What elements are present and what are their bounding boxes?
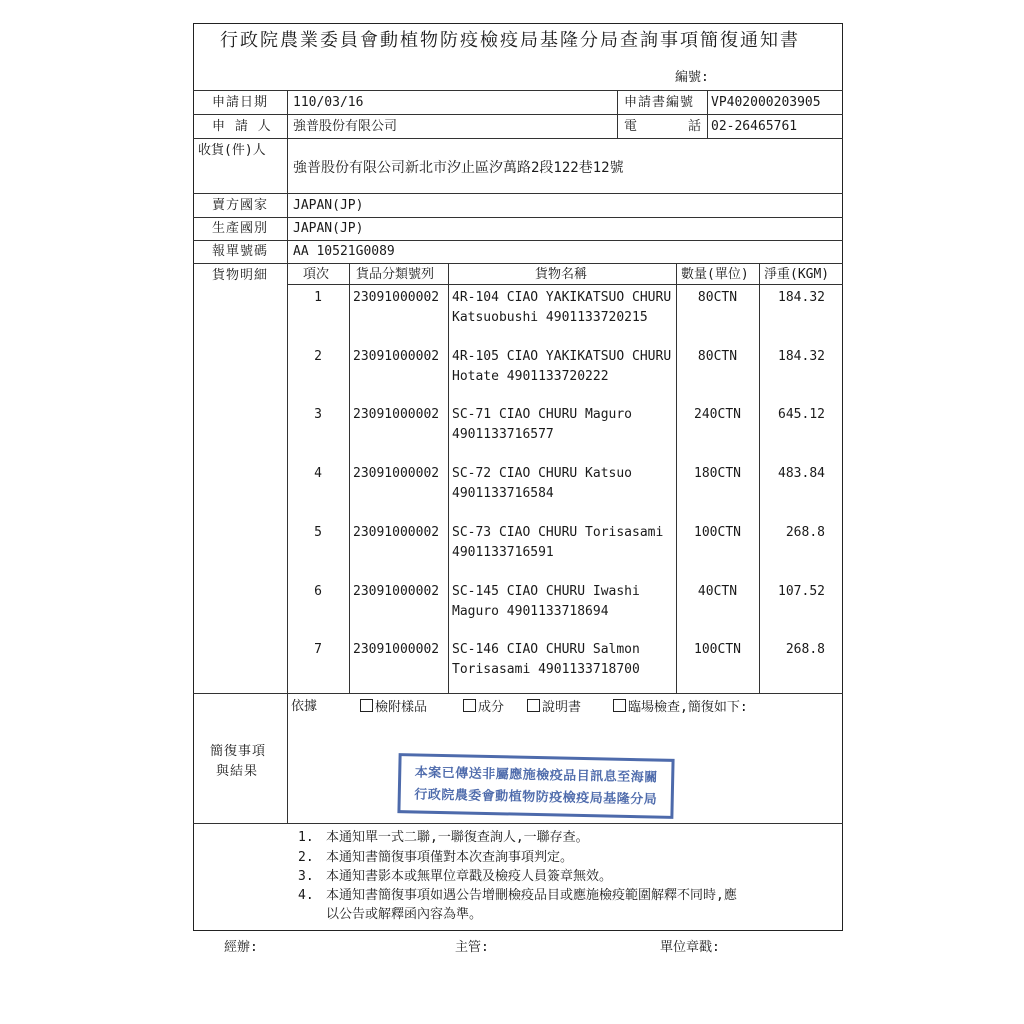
item-code: 23091000002 — [353, 584, 440, 599]
item-weight: 184.32 — [778, 349, 825, 364]
reply-label: 與結果 — [216, 764, 259, 779]
label-column-divider — [287, 90, 288, 693]
note-text: 本通知書影本或無單位章戳及檢疫人員簽章無效。 — [326, 869, 613, 884]
serial-label: 編號: — [675, 70, 709, 85]
checkbox-icon — [360, 699, 373, 712]
stamp-line: 行政院農委會動植物防疫檢疫局基隆分局 — [414, 787, 658, 808]
item-quantity: 80CTN — [697, 290, 738, 305]
item-quantity: 240CTN — [694, 407, 741, 422]
checkbox-icon — [527, 699, 540, 712]
option-sample-label: 檢附樣品 — [375, 700, 428, 715]
declaration-label: 報單號碼 — [212, 244, 269, 259]
note-text: 本通知書簡復事項如遇公告增刪檢疫品目或應施檢疫範圍解釋不同時,應 — [326, 888, 737, 903]
reply-label: 簡復事項 — [210, 744, 267, 759]
checkbox-icon — [613, 699, 626, 712]
item-quantity: 180CTN — [694, 466, 741, 481]
goods-label: 貨物明細 — [212, 268, 269, 283]
item-code: 23091000002 — [353, 407, 440, 422]
row-divider — [193, 193, 843, 194]
item-name-line2: 4901133716577 — [452, 427, 554, 442]
item-quantity: 80CTN — [697, 349, 738, 364]
item-no: 7 — [314, 642, 322, 657]
option-inspection — [613, 699, 748, 716]
column-divider — [617, 90, 618, 138]
item-no: 3 — [314, 407, 322, 422]
header-item-no: 項次 — [303, 267, 330, 282]
note-text: 以公告或解釋函內容為準。 — [326, 907, 483, 922]
row-divider — [193, 114, 843, 115]
seller-country-label: 賣方國家 — [212, 198, 269, 213]
row-divider — [193, 263, 843, 264]
item-name-line1: SC-73 CIAO CHURU Torisasami — [452, 525, 664, 540]
basis-label: 依據 — [291, 699, 318, 714]
item-name-line1: SC-71 CIAO CHURU Maguro — [452, 407, 633, 422]
row-divider — [193, 693, 843, 694]
item-quantity: 100CTN — [694, 525, 741, 540]
item-name-line2: Katsuobushi 4901133720215 — [452, 310, 648, 325]
header-weight: 淨重(KGM) — [764, 267, 830, 282]
unit-stamp-label: 單位章戳: — [660, 940, 720, 955]
consignee-label: 收貨(件)人 — [198, 143, 266, 158]
apply-date-value: 110/03/16 — [293, 95, 364, 110]
header-goods-name: 貨物名稱 — [535, 267, 588, 282]
item-code: 23091000002 — [353, 642, 440, 657]
item-name-line2: Maguro 4901133718694 — [452, 604, 609, 619]
item-name-line2: Torisasami 4901133718700 — [452, 662, 640, 677]
origin-label: 生產國別 — [212, 221, 269, 236]
item-no: 6 — [314, 584, 322, 599]
item-weight: 184.32 — [778, 290, 825, 305]
column-divider — [349, 263, 350, 693]
item-quantity: 100CTN — [694, 642, 741, 657]
apply-no-value: VP402000203905 — [711, 95, 821, 110]
option-ingredients — [463, 699, 504, 716]
option-manual-label: 說明書 — [542, 700, 582, 715]
item-weight: 268.8 — [785, 525, 825, 540]
item-code: 23091000002 — [353, 290, 440, 305]
item-no: 5 — [314, 525, 322, 540]
option-sample — [360, 699, 427, 716]
item-name-line1: SC-145 CIAO CHURU Iwashi — [452, 584, 640, 599]
phone-label: 電 — [624, 119, 638, 134]
column-divider — [707, 90, 708, 138]
stamp-line: 本案已傳送非屬應施檢疫品目訊息至海關 — [414, 765, 658, 786]
item-weight: 483.84 — [778, 466, 825, 481]
official-stamp — [397, 753, 674, 819]
note-number: 2. — [298, 850, 314, 865]
note-number: 3. — [298, 869, 314, 884]
declaration-value: AA 10521G0089 — [293, 244, 395, 259]
phone-value: 02-26465761 — [711, 119, 798, 134]
note-text: 本通知書簡復事項僅對本次查詢事項判定。 — [326, 850, 574, 865]
item-weight: 645.12 — [778, 407, 825, 422]
column-divider — [448, 263, 449, 693]
item-quantity: 40CTN — [697, 584, 738, 599]
page-title: 行政院農業委員會動植物防疫檢疫局基隆分局查詢事項簡復通知書 — [220, 30, 800, 51]
applicant-label: 申 請 人 — [212, 119, 272, 134]
phone-label: 話 — [688, 119, 702, 134]
supervisor-label: 主管: — [455, 940, 489, 955]
item-name-line2: Hotate 4901133720222 — [452, 369, 609, 384]
note-number: 1. — [298, 830, 314, 845]
apply-no-label: 申請書編號 — [624, 95, 695, 110]
item-weight: 268.8 — [785, 642, 825, 657]
apply-date-label: 申請日期 — [212, 95, 269, 110]
row-divider — [193, 138, 843, 139]
item-no: 2 — [314, 349, 322, 364]
option-ingredients-label: 成分 — [478, 700, 505, 715]
row-divider — [193, 90, 843, 91]
item-code: 23091000002 — [353, 349, 440, 364]
item-name-line1: 4R-105 CIAO YAKIKATSUO CHURU — [452, 349, 672, 364]
header-quantity: 數量(單位) — [681, 267, 749, 282]
option-manual — [527, 699, 581, 716]
origin-value: JAPAN(JP) — [293, 221, 364, 236]
row-divider — [193, 823, 843, 824]
checkbox-icon — [463, 699, 476, 712]
item-weight: 107.52 — [778, 584, 825, 599]
item-no: 4 — [314, 466, 322, 481]
note-text: 本通知單一式二聯,一聯復查詢人,一聯存查。 — [326, 830, 589, 845]
item-name-line1: 4R-104 CIAO YAKIKATSUO CHURU — [452, 290, 672, 305]
item-name-line2: 4901133716584 — [452, 486, 554, 501]
note-number: 4. — [298, 888, 314, 903]
item-name-line1: SC-72 CIAO CHURU Katsuo — [452, 466, 633, 481]
row-divider — [193, 240, 843, 241]
item-no: 1 — [314, 290, 322, 305]
header-code: 貨品分類號列 — [356, 267, 435, 282]
item-code: 23091000002 — [353, 525, 440, 540]
item-name-line1: SC-146 CIAO CHURU Salmon — [452, 642, 640, 657]
applicant-value: 強普股份有限公司 — [293, 119, 398, 134]
item-code: 23091000002 — [353, 466, 440, 481]
column-divider — [287, 693, 288, 823]
option-inspection-label: 臨場檢查,簡復如下: — [628, 700, 748, 715]
consignee-value: 強普股份有限公司新北市汐止區汐萬路2段122巷12號 — [293, 160, 624, 176]
row-divider — [193, 217, 843, 218]
item-name-line2: 4901133716591 — [452, 545, 554, 560]
handler-label: 經辦: — [224, 940, 258, 955]
seller-country-value: JAPAN(JP) — [293, 198, 364, 213]
